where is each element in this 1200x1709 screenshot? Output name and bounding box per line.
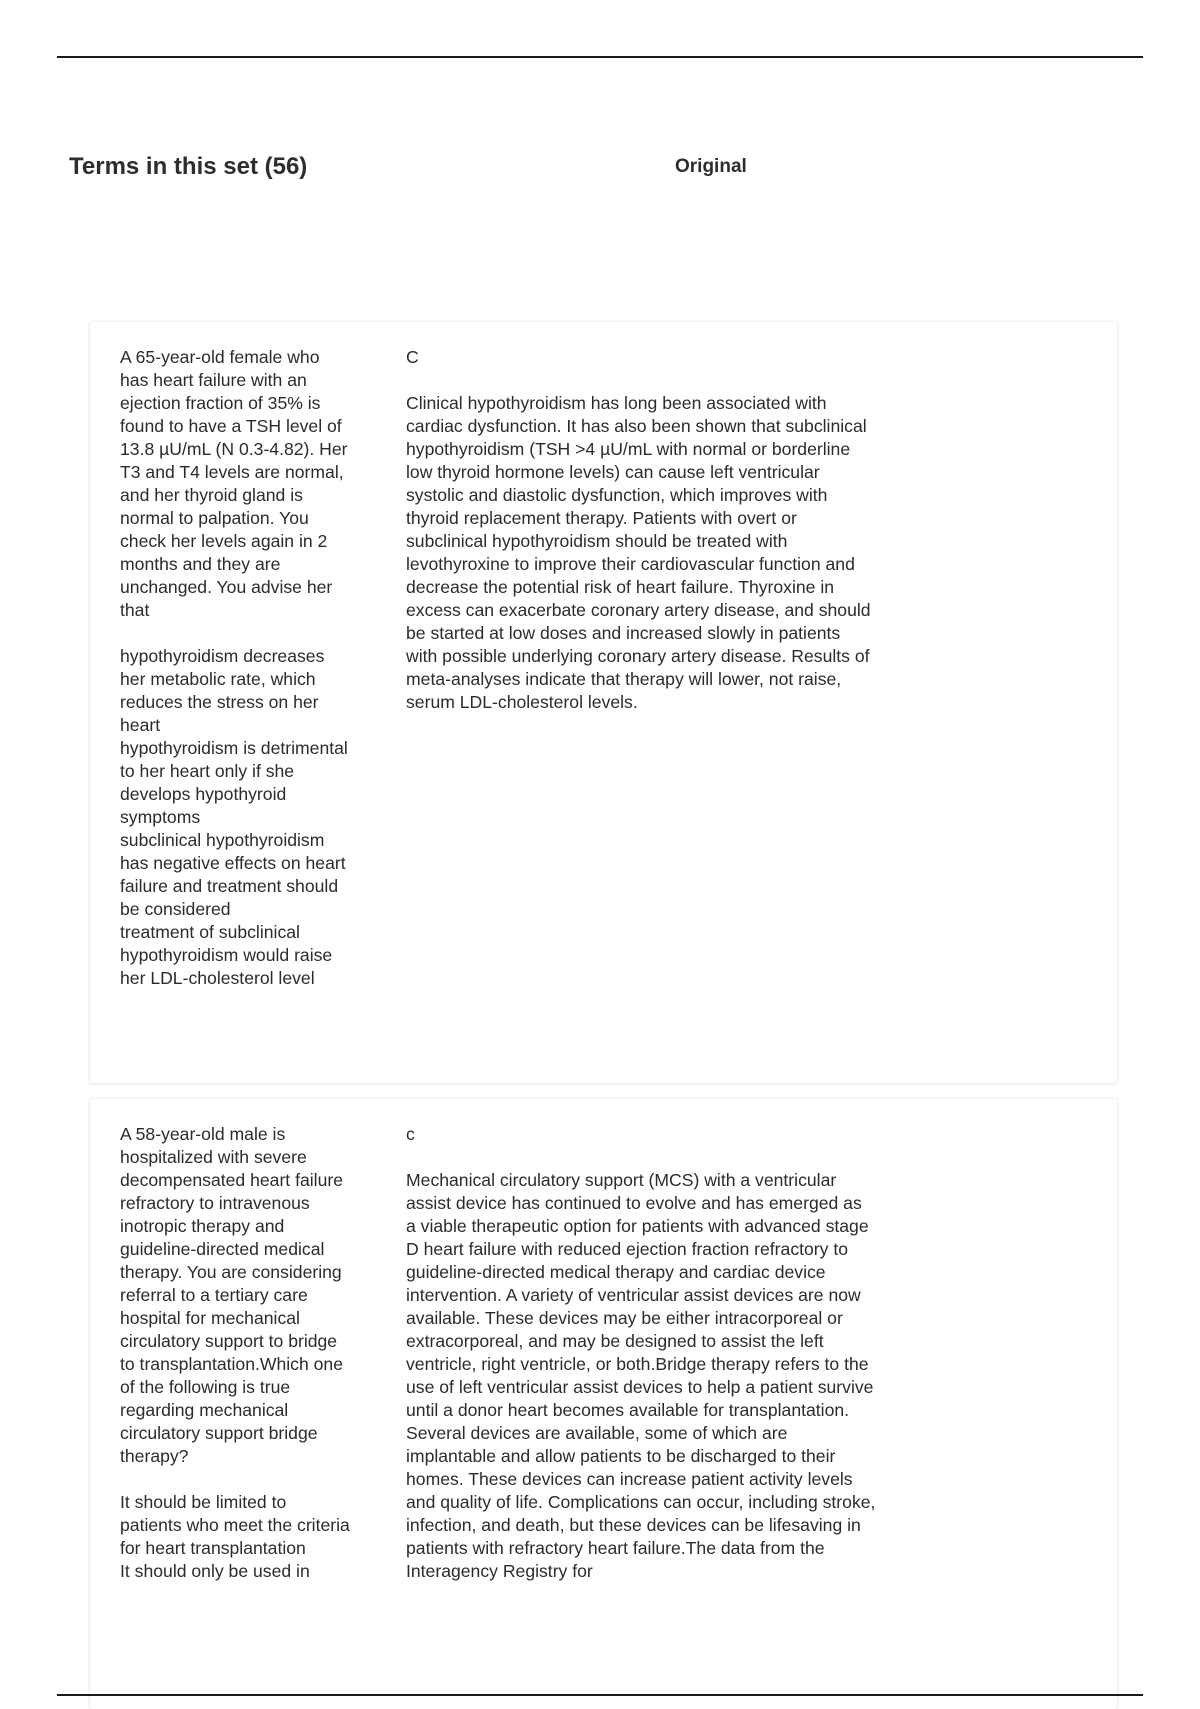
term-side (120, 346, 350, 990)
column-label-original: Original (675, 156, 747, 177)
answer-letter: C (406, 347, 419, 367)
term-side (120, 1123, 350, 1583)
definition-side (406, 1123, 876, 1583)
answer-option: hypothyroidism decreases her metabolic rate, which reduces the stress on her heart (120, 646, 325, 735)
question-text: A 58-year-old male is hospitalized with severe decompensated heart failure refractory to intravenous inotropic therapy and guideline-directed medical therapy. You are considering referral to a tertiary care hospital for mechanical circulatory support to bridge to transplantation.Which one of the following is true regarding mechanical circulatory support bridge therapy? (120, 1124, 343, 1466)
answer-letter: c (406, 1124, 415, 1144)
answer-options (120, 1491, 350, 1583)
term-card[interactable] (90, 322, 1117, 1083)
term-card[interactable] (90, 1099, 1117, 1709)
explanation-text: Clinical hypothyroidism has long been associated with cardiac dysfunction. It has also been shown that subclinical hypothyroidism (TSH >4 µU/mL with normal or borderline low thyroid hormone levels) can cause left ventricular systolic and diastolic dysfunction, which improves with thyroid replacement therapy. Patients with overt or subclinical hypothyroidism should be treated with levothyroxine to improve their cardiovascular function and decrease the potential risk of heart failure. Thyroxine in excess can exacerbate coronary artery disease, and should be started at low doses and increased slowly in patients with possible underlying coronary artery disease. Results of meta-analyses indicate that therapy will lower, not raise, serum LDL-cholesterol levels. (406, 393, 871, 712)
answer-option: It should be limited to patients who meet the criteria for heart transplantation (120, 1492, 350, 1558)
explanation-text: Mechanical circulatory support (MCS) with a ventricular assist device has continued to evolve and has emerged as a viable therapeutic option for patients with advanced stage D heart failure with reduced ejection fraction refractory to guideline-directed medical therapy and cardiac device intervention. A variety of ventricular assist devices are now available. These devices may be either intracorporeal or extracorporeal, and may be designed to assist the left ventricle, right ventricle, or both.Bridge therapy refers to the use of left ventricular assist devices to help a patient survive until a donor heart becomes available for transplantation. Several devices are available, some of which are implantable and allow patients to be discharged to their homes. These devices can increase patient activity levels and quality of life. Complications can occur, including stroke, infection, and death, but these devices can be lifesaving in patients with refractory heart failure.The data from the Interagency Registry for (406, 1170, 876, 1581)
set-title: Terms in this set (56) (69, 153, 308, 180)
answer-option: subclinical hypothyroidism has negative effects on heart failure and treatment should be considered (120, 830, 346, 919)
answer-options (120, 645, 350, 990)
top-rule (57, 56, 1143, 58)
answer-option: It should only be used in (120, 1561, 310, 1581)
bottom-rule (57, 1694, 1143, 1696)
answer-option: hypothyroidism is detrimental to her heart only if she develops hypothyroid symptoms (120, 738, 348, 827)
question-text: A 65-year-old female who has heart failure with an ejection fraction of 35% is found to have a TSH level of 13.8 µU/mL (N 0.3-4.82). Her T3 and T4 levels are normal, and her thyroid gland is normal to palpation. You check her levels again in 2 months and they are unchanged. You advise her that (120, 347, 348, 620)
definition-side (406, 346, 876, 714)
answer-option: treatment of subclinical hypothyroidism would raise her LDL-cholesterol level (120, 922, 333, 988)
